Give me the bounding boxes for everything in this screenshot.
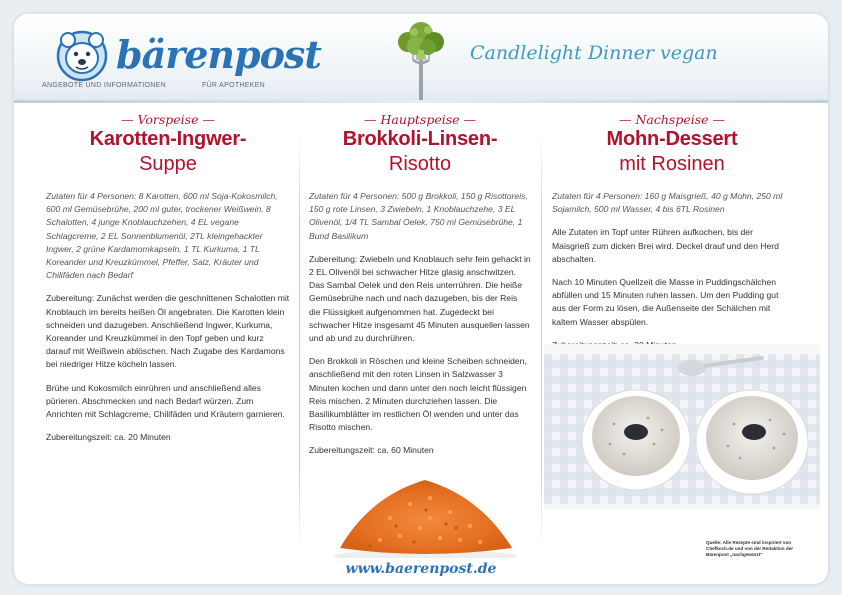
header-divider: [14, 100, 828, 103]
preparation-time: Zubereitungszeit: ca. 20 Minuten: [46, 432, 171, 443]
recipe-subtitle: Risotto: [388, 153, 452, 175]
preparation-step: Den Brokkoli in Röschen und kleine Scheiben schneiden, anschließend mit den roten Linsen in Salzwasser 3 Minuten kochen und dann unter den noch leicht flüssigen Reis mischen. 2 Minuten durchziehen lassen. Die Basilikumblätter im restlichen Öl wenden und unter das Risotto mischen.: [309, 356, 527, 433]
source-note: Quelle: Alle Rezepte sind inspiriert von Chefkoch.de und von der Redaktion der Bärenpost „nachgewürzt“: [706, 540, 794, 557]
logo-tagline-left: ANGEBOTE UND INFORMATIONEN: [42, 82, 166, 89]
recipe-subtitle: Suppe: [139, 153, 197, 175]
recipe-page: [14, 14, 828, 584]
preparation-time: Zubereitungszeit: ca. 60 Minuten: [309, 445, 434, 456]
broccoli-fork-icon: [386, 20, 456, 100]
recipe-column-main: [309, 104, 531, 458]
recipe-title: Karotten-Ingwer-: [89, 128, 247, 150]
course-label: — Nachspeise —: [618, 112, 725, 127]
header-title: Candlelight Dinner vegan: [470, 42, 718, 64]
recipe-heading: [552, 112, 792, 176]
preparation-step: Brühe und Kokosmilch einrühren und anschließend alles pürieren. Abschmecken und nach Bedarf würzen. Zum Anrichten mit Schlagcreme, Chilifäden und Kräutern garnieren.: [46, 382, 285, 420]
preparation-step: Zubereitung: Zunächst werden die geschnittenen Schalotten mit Knoblauch im bereits heißen Öl angebraten. Die Karotten klein schneiden und dazugeben. Anschließend Ingwer, Kurkuma, Koreander und Kreuzkümmel in den Topf geben und kurz darauf mit Weißwein ablöschen. Nach Zugabe des Kardamons bei niedriger Hitze köcheln lassen.: [46, 293, 290, 370]
course-label: — Hauptspeise —: [364, 112, 476, 127]
logo[interactable]: [28, 26, 321, 96]
ingredients: Zutaten für 4 Personen: 160 g Maisgrieß, 40 g Mohn, 250 ml Sojamilch, 500 ml Wasser, 4 bis 6TL Rosinen: [552, 191, 783, 215]
preparation-step: Zubereitung: Zwiebeln und Knoblauch sehr fein gehackt in 2 EL Olivenöl bei schwacher Hitze glasig anschwitzen. Das Sambal Oelek und den Reis unterrühren. Die heiße Gemüsebrühe nach und nach dazugeben, bis der Reis die Flüssigkeit aufgenommen hat. Zugedeckt bei schwacher Hitze insgesamt 45 Minuten ausquellen lassen und ab und zu durchrühren.: [309, 253, 531, 344]
recipe-title: Mohn-Dessert: [606, 128, 738, 150]
ingredients: Zutaten für 4 Personen: 500 g Brokkoli, 150 g Risottoreis, 150 g rote Linsen, 3 Zwiebeln, 1 Knoblauchzehe, 3 EL Olivenöl, 1/4 TL Sambal Oelek, 750 ml Gemüsebrühe, 1 Bund Basilikum: [309, 191, 528, 241]
recipe-subtitle: mit Rosinen: [619, 153, 725, 175]
bear-icon: [52, 30, 114, 82]
recipe-heading: [46, 112, 290, 176]
logo-text: bärenpost: [116, 32, 321, 77]
logo-tagline-right: FÜR APOTHEKEN: [202, 82, 266, 89]
recipe-column-starter: [46, 104, 290, 444]
footer-website-link[interactable]: www.baerenpost.de: [345, 561, 497, 577]
ingredients: Zutaten für 4 Personen: 8 Karotten, 600 ml Soja-Kokosmilch, 600 ml Gemüsebrühe, 200 ml guter, trockener Weißwein, 8 Schalotten, 4 junge Knoblauchzehen, 4 EL vegane Schlagcreme, 2 EL Sonnenblumenöl, 2TL kleingehackter Ingwer, 2 grüne Kardamomkapseln, 1 TL Kurkuma, 1 TL Koreander und Kreuzkümmel, Pfeffer, Salz, Kräuter und Chilifäden nach Bedarf: [46, 191, 278, 281]
recipe-column-dessert: [552, 104, 792, 352]
preparation-step: Alle Zutaten im Topf unter Rühren aufkochen, bis der Maisgrieß zum dicken Brei wird. Deckel drauf und den Herd abschalten.: [552, 227, 779, 264]
red-lentils-image: [330, 468, 520, 558]
recipe-heading: [309, 112, 531, 176]
recipe-title: Brokkoli-Linsen-: [342, 128, 498, 150]
column-divider: [541, 132, 542, 552]
course-label: — Vorspeise —: [121, 112, 215, 127]
preparation-step: Nach 10 Minuten Quellzeit die Masse in Puddingschälchen abfüllen und 15 Minuten ruhen lassen. Um den Pudding gut aus der Form zu lösen, die Außenseite der Schälchen mit kaltem Wasser abspülen.: [552, 277, 779, 327]
poppy-dessert-image: [544, 344, 820, 510]
column-divider: [299, 132, 300, 552]
